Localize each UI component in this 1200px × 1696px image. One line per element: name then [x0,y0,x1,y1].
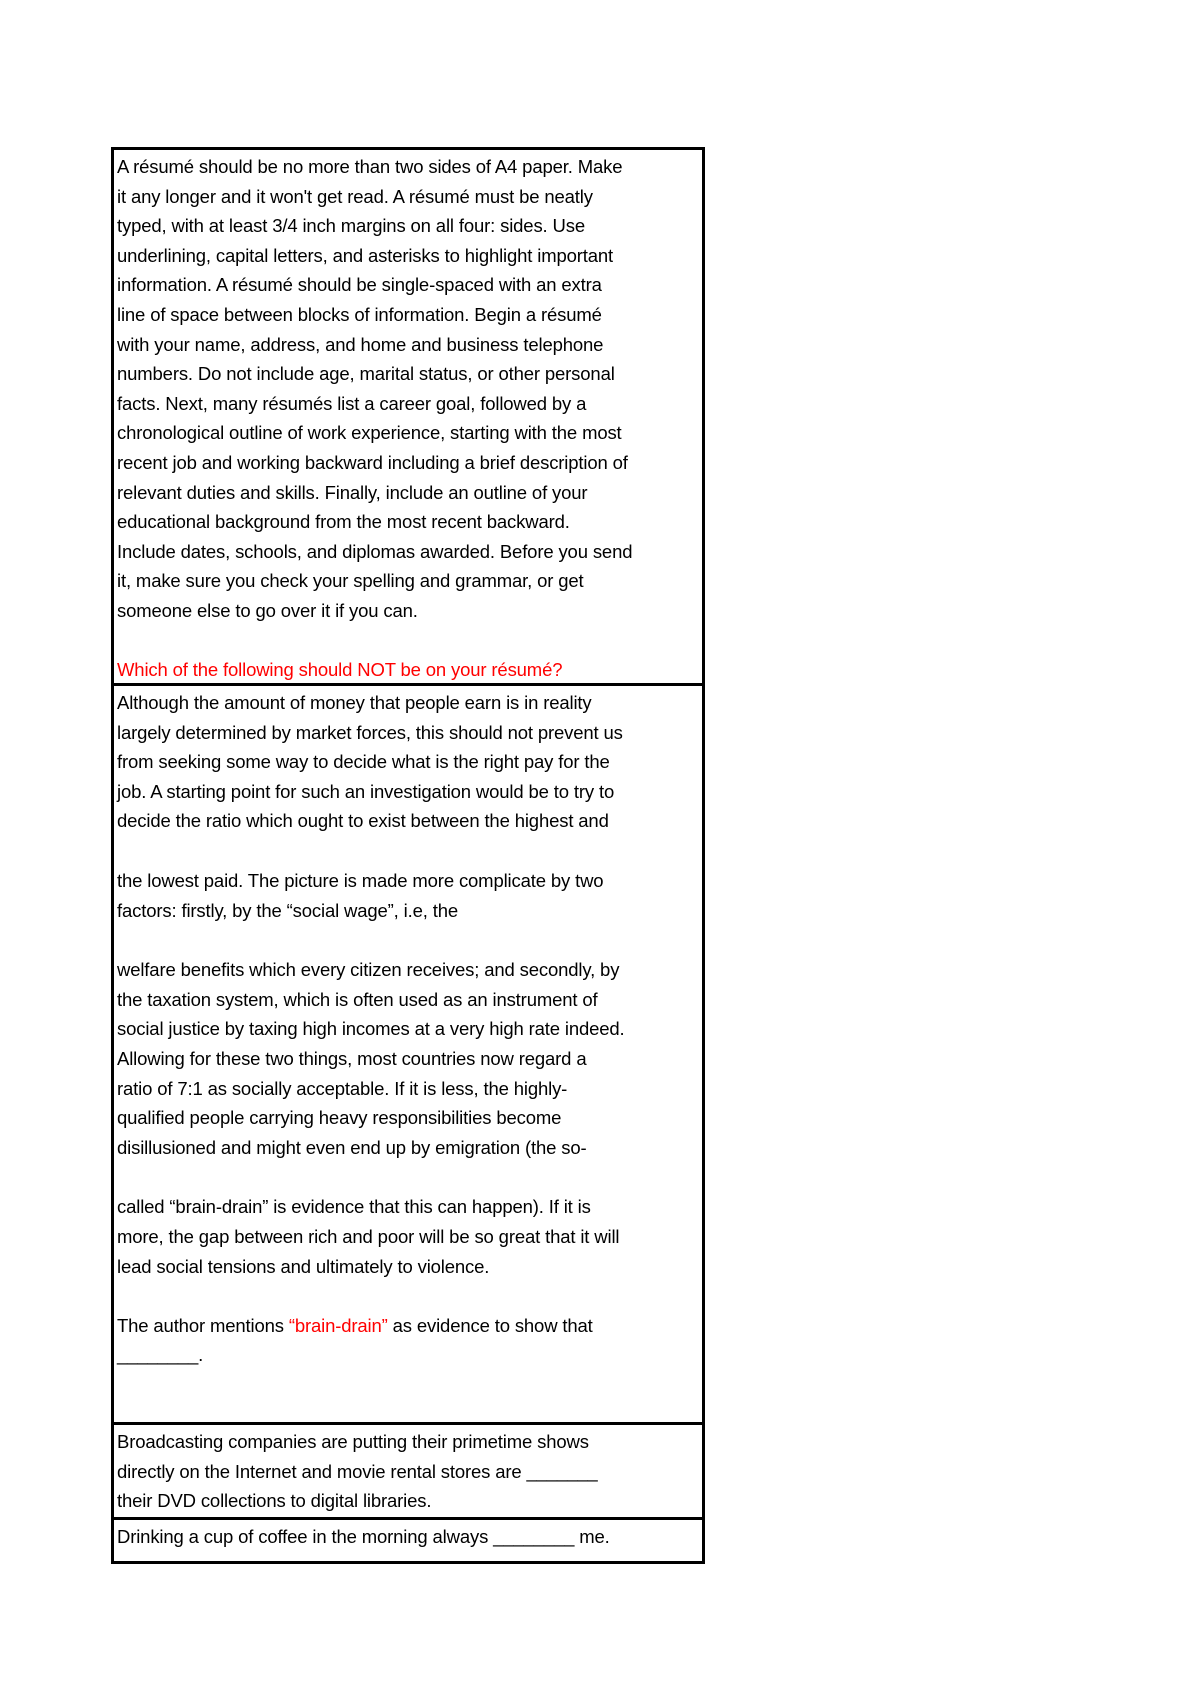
question-suffix: as evidence to show that [387,1314,593,1336]
passage-line: Broadcasting companies are putting their primetime shows [117,1431,589,1452]
passage-line: factors: firstly, by the “social wage”, i.e, the [117,899,459,921]
passage-line: the taxation system, which is often used as an instrument of [117,988,598,1010]
passage-line: chronological outline of work experience, starting with the most [117,422,622,444]
passage-line: largely determined by market forces, this should not prevent us [117,721,623,743]
passage-line: recent job and working backward including a brief description of [117,451,628,473]
passage-line: qualified people carrying heavy responsibilities become [117,1107,562,1129]
passage-line: welfare benefits which every citizen receives; and secondly, by [117,959,620,981]
passage-line: Include dates, schools, and diplomas awarded. Before you send [117,540,633,562]
passage-line: lead social tensions and ultimately to violence. [117,1255,490,1277]
passage-line: directly on the Internet and movie rental stores are _______ [117,1460,598,1482]
passage-line: information. A résumé should be single-spaced with an extra [117,274,602,296]
question-highlight: “brain-drain” [288,1314,388,1336]
passage-line: A résumé should be no more than two sides of A4 paper. Make [117,156,623,177]
passage-line: underlining, capital letters, and asterisks to highlight important [117,244,614,266]
passage-line: social justice by taxing high incomes at a very high rate indeed. [117,1018,625,1040]
passage-line: Although the amount of money that people earn is in reality [117,692,592,713]
passage-line: with your name, address, and home and business telephone [117,333,604,355]
passage-line: relevant duties and skills. Finally, include an outline of your [117,481,588,503]
blank-line [117,1281,700,1311]
passage-line: Drinking a cup of coffee in the morning always ________ me. [117,1526,610,1547]
passage-line: it, make sure you check your spelling and grammar, or get [117,570,584,592]
passage-line: from seeking some way to decide what is the right pay for the [117,751,610,773]
passage-cell-resume [114,150,702,683]
question-text: Which of the following should NOT be on your résumé? [117,659,563,681]
passage-line: job. A starting point for such an investigation would be to try to [117,780,615,802]
passage-line: educational background from the most recent backward. [117,511,570,533]
passage-line: ratio of 7:1 as socially acceptable. If it is less, the highly- [117,1077,568,1099]
passage-line: line of space between blocks of information. Begin a résumé [117,303,602,325]
passage-line: numbers. Do not include age, marital status, or other personal [117,363,615,385]
passage-line: facts. Next, many résumés list a career goal, followed by a [117,392,587,414]
passage-cell-wages [114,683,702,1422]
question-text [117,1311,700,1341]
blank-line [117,836,700,866]
passage-line: it any longer and it won't get read. A résumé must be neatly [117,185,593,207]
passage-line: decide the ratio which ought to exist between the highest and [117,810,609,832]
passage-line: typed, with at least 3/4 inch margins on all four: sides. Use [117,215,585,237]
blank-line [117,925,700,955]
blank-line [117,1162,700,1192]
passage-line: more, the gap between rich and poor will be so great that it will [117,1225,620,1247]
passage-line: someone else to go over it if you can. [117,599,418,621]
passage-cell-coffee [114,1517,702,1561]
passage-cell-broadcasting [114,1422,702,1517]
passage-line: Allowing for these two things, most countries now regard a [117,1047,587,1069]
answer-blank: ________. [117,1344,204,1366]
passage-line: the lowest paid. The picture is made more complicate by two [117,869,604,891]
passage-line: called “brain-drain” is evidence that this can happen). If it is [117,1196,591,1218]
passage-line: disillusioned and might even end up by emigration (the so- [117,1136,587,1158]
question-sheet [111,147,705,1564]
passage-line: their DVD collections to digital libraries. [117,1490,432,1512]
blank-line [117,626,700,656]
question-prefix: The author mentions [117,1314,289,1336]
